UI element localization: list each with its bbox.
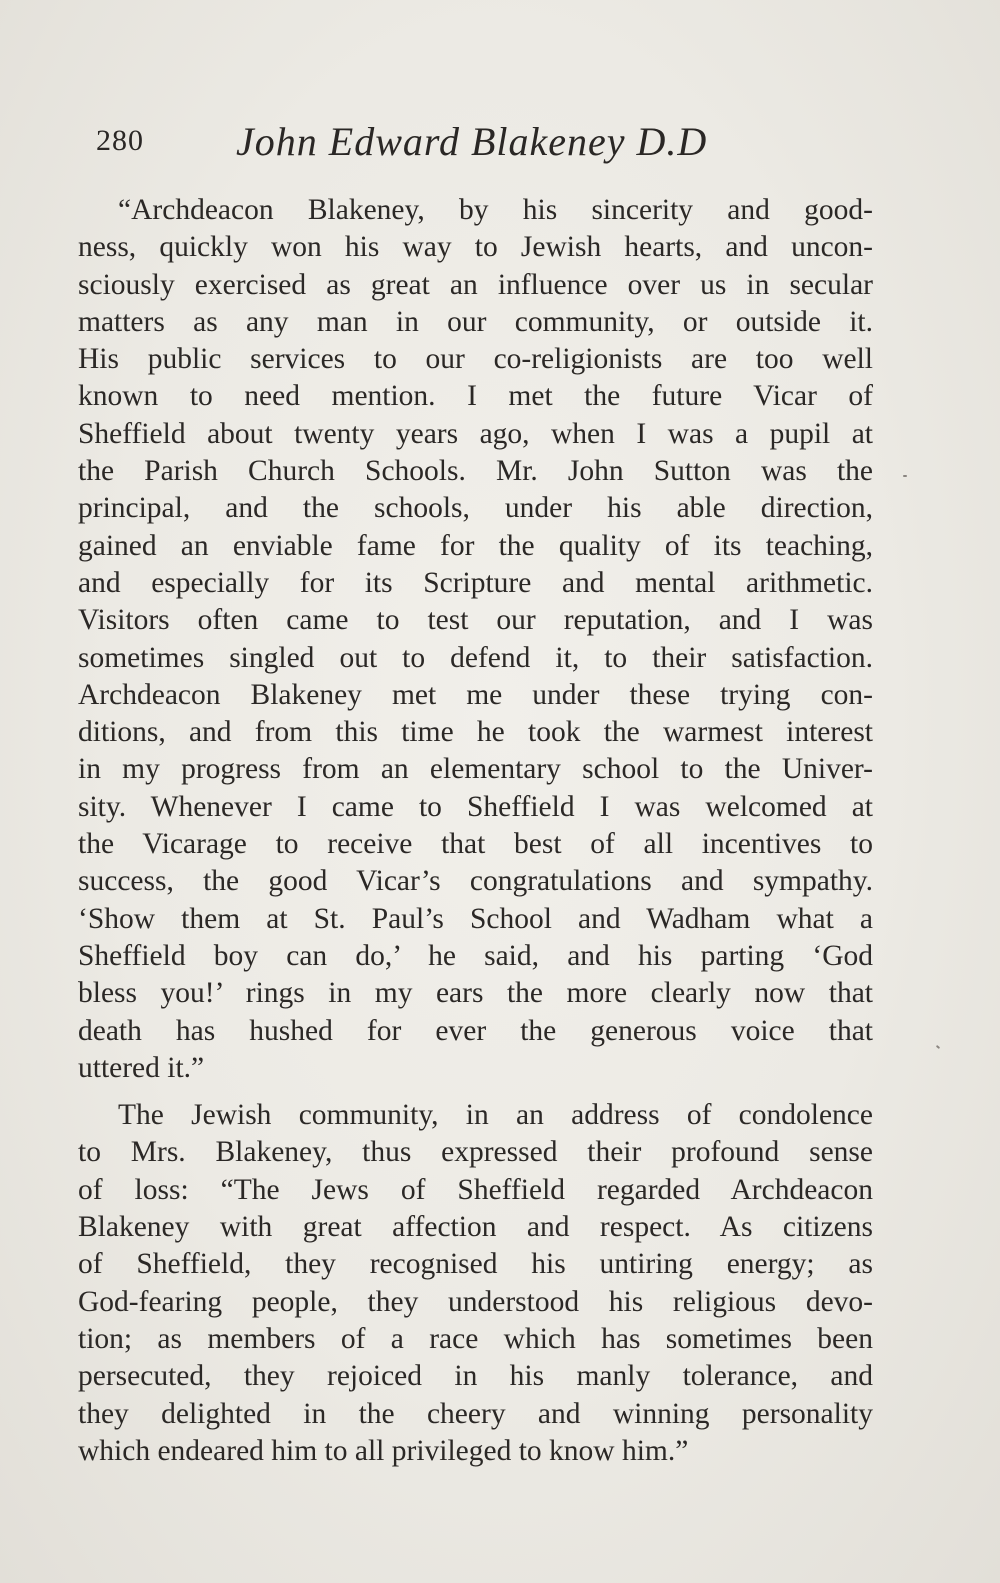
quotation-paragraph (78, 192, 873, 1087)
text-line: to Mrs. Blakeney, thus expressed their profound sense (78, 1136, 873, 1169)
text-line: sometimes singled out to defend it, to their satisfaction. (78, 641, 873, 674)
running-title: John Edward Blakeney D.D (236, 119, 708, 164)
text-line: ‘Show them at St. Paul’s School and Wadham what a (78, 902, 873, 935)
text-line: Sheffield about twenty years ago, when I was a pupil at (78, 417, 873, 450)
text-line: “Archdeacon Blakeney, by his sincerity and good- (118, 194, 873, 226)
text-line: success, the good Vicar’s congratulations and sympathy. (78, 865, 873, 898)
text-line: tion; as members of a race which has sometimes been (78, 1322, 873, 1355)
text-line: the Parish Church Schools. Mr. John Sutton was the (78, 455, 873, 488)
text-line: which endeared him to all privileged to know him.” (78, 1434, 689, 1467)
text-line: God-fearing people, they understood his religious devo- (78, 1285, 873, 1318)
text-line: bless you!’ rings in my ears the more clearly now that (78, 977, 873, 1010)
text-line: ditions, and from this time he took the warmest interest (78, 716, 873, 749)
text-line: the Vicarage to receive that best of all incentives to (78, 828, 873, 861)
text-line: Visitors often came to test our reputation, and I was (78, 604, 873, 637)
text-line: and especially for its Scripture and mental arithmetic. (78, 566, 873, 599)
text-line: they delighted in the cheery and winning personality (78, 1397, 873, 1430)
text-line: His public services to our co-religionists are too well (78, 343, 873, 376)
page-number: 280 (96, 124, 144, 157)
text-line: of loss: “The Jews of Sheffield regarded Archdeacon (78, 1173, 873, 1206)
text-line: The Jewish community, in an address of condolence (118, 1099, 873, 1132)
text-line: uttered it.” (78, 1051, 205, 1084)
text-line: in my progress from an elementary school to the Univer- (78, 753, 873, 786)
paper-speck (936, 1045, 940, 1049)
paper-speck (903, 475, 907, 477)
text-line: Sheffield boy can do,’ he said, and his parting ‘God (78, 939, 873, 972)
text-line: sciously exercised as great an influence over us in secular (78, 268, 873, 301)
text-line: known to need mention. I met the future Vicar of (78, 380, 873, 413)
text-line: Archdeacon Blakeney met me under these trying con- (78, 678, 873, 711)
text-line: Blakeney with great affection and respect. As citizens (78, 1211, 873, 1244)
text-line: persecuted, they rejoiced in his manly tolerance, and (78, 1360, 873, 1393)
text-line: of Sheffield, they recognised his untiring energy; as (78, 1248, 873, 1281)
text-line: ness, quickly won his way to Jewish hearts, and uncon- (78, 231, 873, 264)
condolence-paragraph (78, 1097, 873, 1470)
body-text (78, 192, 873, 1470)
page-header (96, 118, 736, 178)
text-line: principal, and the schools, under his able direction, (78, 492, 873, 525)
text-line: matters as any man in our community, or outside it. (78, 305, 873, 338)
text-line: gained an enviable fame for the quality of its teaching, (78, 529, 873, 562)
text-line: death has hushed for ever the generous voice that (78, 1014, 873, 1047)
text-line: sity. Whenever I came to Sheffield I was welcomed at (78, 790, 873, 823)
